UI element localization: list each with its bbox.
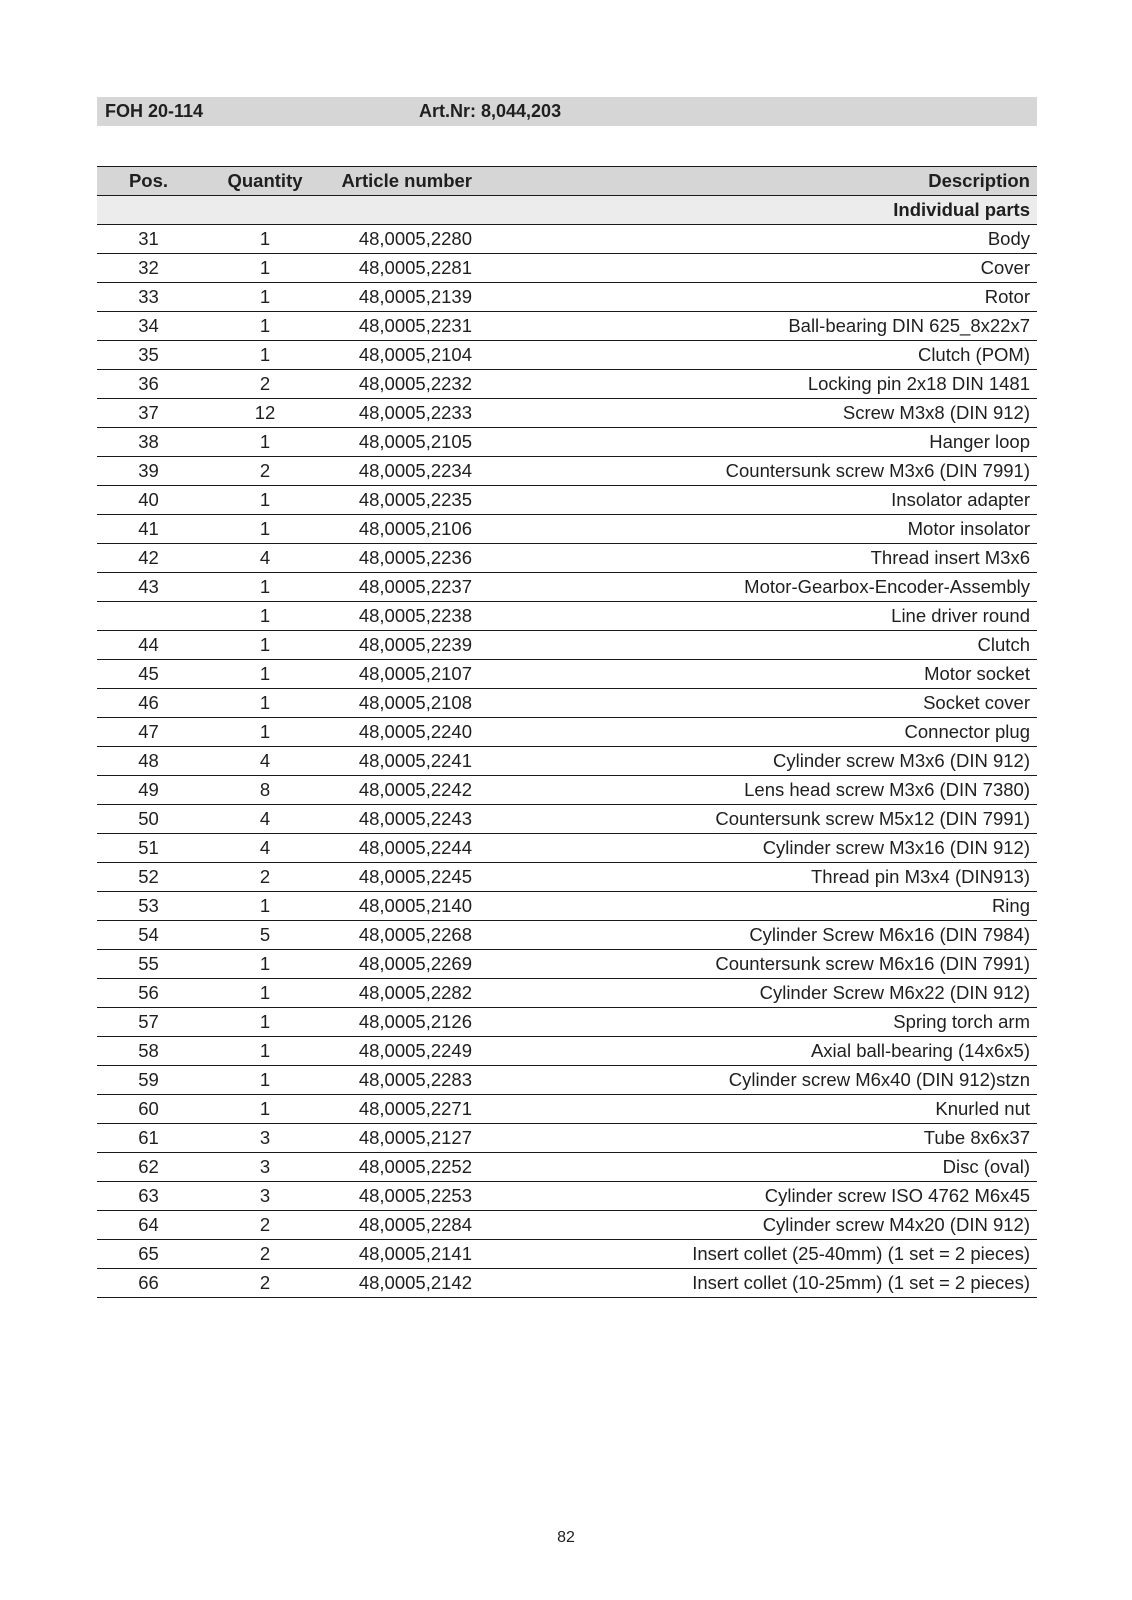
cell-description: Motor insolator bbox=[479, 515, 1037, 544]
cell-pos: 58 bbox=[97, 1037, 200, 1066]
cell-article-number: 48,0005,2252 bbox=[330, 1153, 479, 1182]
cell-pos: 45 bbox=[97, 660, 200, 689]
cell-quantity: 2 bbox=[200, 1240, 330, 1269]
table-row bbox=[97, 283, 1037, 312]
cell-article-number: 48,0005,2142 bbox=[330, 1269, 479, 1298]
document-header bbox=[97, 97, 1037, 126]
cell-description: Axial ball-bearing (14x6x5) bbox=[479, 1037, 1037, 1066]
table-row bbox=[97, 312, 1037, 341]
table-row bbox=[97, 718, 1037, 747]
cell-description: Cylinder screw ISO 4762 M6x45 bbox=[479, 1182, 1037, 1211]
cell-quantity: 4 bbox=[200, 544, 330, 573]
cell-pos: 57 bbox=[97, 1008, 200, 1037]
cell-article-number: 48,0005,2139 bbox=[330, 283, 479, 312]
cell-pos: 31 bbox=[97, 225, 200, 254]
cell-quantity: 1 bbox=[200, 660, 330, 689]
page-number: 82 bbox=[557, 1529, 575, 1546]
cell-description: Spring torch arm bbox=[479, 1008, 1037, 1037]
cell-pos: 62 bbox=[97, 1153, 200, 1182]
parts-table bbox=[97, 166, 1037, 1298]
cell-quantity: 2 bbox=[200, 863, 330, 892]
cell-article-number: 48,0005,2236 bbox=[330, 544, 479, 573]
cell-quantity: 2 bbox=[200, 457, 330, 486]
table-row bbox=[97, 892, 1037, 921]
table-row bbox=[97, 834, 1037, 863]
cell-description: Countersunk screw M3x6 (DIN 7991) bbox=[479, 457, 1037, 486]
table-row bbox=[97, 515, 1037, 544]
table-row bbox=[97, 921, 1037, 950]
cell-quantity: 3 bbox=[200, 1124, 330, 1153]
cell-quantity: 1 bbox=[200, 892, 330, 921]
cell-quantity: 1 bbox=[200, 718, 330, 747]
cell-article-number: 48,0005,2127 bbox=[330, 1124, 479, 1153]
cell-pos: 33 bbox=[97, 283, 200, 312]
cell-article-number: 48,0005,2238 bbox=[330, 602, 479, 631]
cell-pos: 65 bbox=[97, 1240, 200, 1269]
cell-article-number: 48,0005,2235 bbox=[330, 486, 479, 515]
cell-description: Ring bbox=[479, 892, 1037, 921]
cell-pos: 34 bbox=[97, 312, 200, 341]
cell-description: Rotor bbox=[479, 283, 1037, 312]
cell-quantity: 1 bbox=[200, 979, 330, 1008]
cell-pos: 54 bbox=[97, 921, 200, 950]
cell-pos: 44 bbox=[97, 631, 200, 660]
cell-quantity: 1 bbox=[200, 341, 330, 370]
section-row bbox=[97, 196, 1037, 225]
cell-quantity: 2 bbox=[200, 370, 330, 399]
section-title: Individual parts bbox=[479, 196, 1037, 225]
cell-article-number: 48,0005,2231 bbox=[330, 312, 479, 341]
cell-description: Cylinder Screw M6x22 (DIN 912) bbox=[479, 979, 1037, 1008]
cell-article-number: 48,0005,2233 bbox=[330, 399, 479, 428]
cell-description: Knurled nut bbox=[479, 1095, 1037, 1124]
cell-quantity: 3 bbox=[200, 1182, 330, 1211]
table-row bbox=[97, 428, 1037, 457]
cell-description: Clutch bbox=[479, 631, 1037, 660]
cell-description: Motor-Gearbox-Encoder-Assembly bbox=[479, 573, 1037, 602]
cell-description: Cylinder screw M3x6 (DIN 912) bbox=[479, 747, 1037, 776]
cell-description: Ball-bearing DIN 625_8x22x7 bbox=[479, 312, 1037, 341]
cell-article-number: 48,0005,2245 bbox=[330, 863, 479, 892]
cell-article-number: 48,0005,2107 bbox=[330, 660, 479, 689]
cell-quantity: 1 bbox=[200, 312, 330, 341]
cell-description: Tube 8x6x37 bbox=[479, 1124, 1037, 1153]
cell-pos: 63 bbox=[97, 1182, 200, 1211]
cell-description: Thread pin M3x4 (DIN913) bbox=[479, 863, 1037, 892]
cell-article-number: 48,0005,2108 bbox=[330, 689, 479, 718]
table-row bbox=[97, 1211, 1037, 1240]
cell-pos: 66 bbox=[97, 1269, 200, 1298]
cell-description: Clutch (POM) bbox=[479, 341, 1037, 370]
article-number-header: Art.Nr: 8,044,203 bbox=[419, 101, 562, 121]
cell-quantity: 1 bbox=[200, 283, 330, 312]
table-row bbox=[97, 1037, 1037, 1066]
cell-quantity: 1 bbox=[200, 1095, 330, 1124]
table-row bbox=[97, 486, 1037, 515]
cell-quantity: 1 bbox=[200, 1066, 330, 1095]
cell-quantity: 4 bbox=[200, 834, 330, 863]
cell-article-number: 48,0005,2106 bbox=[330, 515, 479, 544]
table-row bbox=[97, 805, 1037, 834]
cell-quantity: 1 bbox=[200, 1037, 330, 1066]
cell-pos: 52 bbox=[97, 863, 200, 892]
table-row bbox=[97, 1008, 1037, 1037]
cell-article-number: 48,0005,2239 bbox=[330, 631, 479, 660]
cell-quantity: 3 bbox=[200, 1153, 330, 1182]
table-header-row bbox=[97, 167, 1037, 196]
cell-article-number: 48,0005,2105 bbox=[330, 428, 479, 457]
table-row bbox=[97, 1153, 1037, 1182]
cell-article-number: 48,0005,2126 bbox=[330, 1008, 479, 1037]
column-header-article-number: Article number bbox=[330, 167, 479, 196]
cell-pos: 32 bbox=[97, 254, 200, 283]
cell-description: Hanger loop bbox=[479, 428, 1037, 457]
cell-article-number: 48,0005,2283 bbox=[330, 1066, 479, 1095]
cell-quantity: 1 bbox=[200, 428, 330, 457]
cell-description: Insert collet (10-25mm) (1 set = 2 pieces) bbox=[479, 1269, 1037, 1298]
table-row bbox=[97, 1269, 1037, 1298]
cell-quantity: 2 bbox=[200, 1269, 330, 1298]
cell-quantity: 1 bbox=[200, 225, 330, 254]
cell-article-number: 48,0005,2241 bbox=[330, 747, 479, 776]
cell-description: Screw M3x8 (DIN 912) bbox=[479, 399, 1037, 428]
table-row bbox=[97, 1240, 1037, 1269]
cell-description: Disc (oval) bbox=[479, 1153, 1037, 1182]
cell-article-number: 48,0005,2268 bbox=[330, 921, 479, 950]
cell-article-number: 48,0005,2282 bbox=[330, 979, 479, 1008]
cell-pos: 41 bbox=[97, 515, 200, 544]
cell-pos: 55 bbox=[97, 950, 200, 979]
cell-quantity: 1 bbox=[200, 254, 330, 283]
table-row bbox=[97, 689, 1037, 718]
cell-pos: 43 bbox=[97, 573, 200, 602]
cell-pos: 35 bbox=[97, 341, 200, 370]
cell-quantity: 1 bbox=[200, 573, 330, 602]
table-row bbox=[97, 1066, 1037, 1095]
cell-pos: 40 bbox=[97, 486, 200, 515]
cell-pos: 50 bbox=[97, 805, 200, 834]
cell-quantity: 1 bbox=[200, 631, 330, 660]
table-row bbox=[97, 225, 1037, 254]
cell-pos: 56 bbox=[97, 979, 200, 1008]
cell-pos: 42 bbox=[97, 544, 200, 573]
cell-article-number: 48,0005,2271 bbox=[330, 1095, 479, 1124]
cell-description: Locking pin 2x18 DIN 1481 bbox=[479, 370, 1037, 399]
table-row bbox=[97, 370, 1037, 399]
cell-pos: 36 bbox=[97, 370, 200, 399]
cell-article-number: 48,0005,2140 bbox=[330, 892, 479, 921]
cell-pos: 53 bbox=[97, 892, 200, 921]
cell-quantity: 1 bbox=[200, 602, 330, 631]
table-row bbox=[97, 776, 1037, 805]
cell-article-number: 48,0005,2244 bbox=[330, 834, 479, 863]
cell-pos: 49 bbox=[97, 776, 200, 805]
cell-article-number: 48,0005,2234 bbox=[330, 457, 479, 486]
cell-description: Line driver round bbox=[479, 602, 1037, 631]
cell-article-number: 48,0005,2240 bbox=[330, 718, 479, 747]
cell-description: Cylinder screw M4x20 (DIN 912) bbox=[479, 1211, 1037, 1240]
cell-pos: 59 bbox=[97, 1066, 200, 1095]
cell-article-number: 48,0005,2242 bbox=[330, 776, 479, 805]
parts-table-body bbox=[97, 225, 1037, 1298]
cell-description: Connector plug bbox=[479, 718, 1037, 747]
cell-quantity: 1 bbox=[200, 1008, 330, 1037]
cell-description: Cover bbox=[479, 254, 1037, 283]
cell-article-number: 48,0005,2249 bbox=[330, 1037, 479, 1066]
cell-description: Insert collet (25-40mm) (1 set = 2 pieces) bbox=[479, 1240, 1037, 1269]
cell-quantity: 8 bbox=[200, 776, 330, 805]
model-name: FOH 20-114 bbox=[105, 101, 204, 121]
cell-description: Insolator adapter bbox=[479, 486, 1037, 515]
column-header-description: Description bbox=[479, 167, 1037, 196]
table-row bbox=[97, 457, 1037, 486]
cell-quantity: 4 bbox=[200, 805, 330, 834]
table-row bbox=[97, 747, 1037, 776]
cell-description: Cylinder screw M3x16 (DIN 912) bbox=[479, 834, 1037, 863]
table-row bbox=[97, 544, 1037, 573]
table-row bbox=[97, 399, 1037, 428]
cell-pos: 39 bbox=[97, 457, 200, 486]
cell-quantity: 2 bbox=[200, 1211, 330, 1240]
cell-description: Cylinder screw M6x40 (DIN 912)stzn bbox=[479, 1066, 1037, 1095]
table-row bbox=[97, 341, 1037, 370]
cell-pos: 37 bbox=[97, 399, 200, 428]
cell-quantity: 12 bbox=[200, 399, 330, 428]
cell-pos: 47 bbox=[97, 718, 200, 747]
cell-quantity: 1 bbox=[200, 689, 330, 718]
table-row bbox=[97, 631, 1037, 660]
cell-pos: 46 bbox=[97, 689, 200, 718]
cell-pos: 38 bbox=[97, 428, 200, 457]
cell-pos: 64 bbox=[97, 1211, 200, 1240]
cell-quantity: 1 bbox=[200, 950, 330, 979]
cell-quantity: 1 bbox=[200, 515, 330, 544]
cell-pos: 48 bbox=[97, 747, 200, 776]
cell-description: Countersunk screw M5x12 (DIN 7991) bbox=[479, 805, 1037, 834]
cell-article-number: 48,0005,2104 bbox=[330, 341, 479, 370]
cell-quantity: 1 bbox=[200, 486, 330, 515]
cell-article-number: 48,0005,2280 bbox=[330, 225, 479, 254]
cell-pos: 51 bbox=[97, 834, 200, 863]
table-row bbox=[97, 1124, 1037, 1153]
table-row bbox=[97, 950, 1037, 979]
table-row bbox=[97, 602, 1037, 631]
column-header-pos: Pos. bbox=[97, 167, 200, 196]
table-row bbox=[97, 573, 1037, 602]
cell-article-number: 48,0005,2284 bbox=[330, 1211, 479, 1240]
cell-quantity: 5 bbox=[200, 921, 330, 950]
cell-article-number: 48,0005,2237 bbox=[330, 573, 479, 602]
cell-article-number: 48,0005,2141 bbox=[330, 1240, 479, 1269]
cell-description: Lens head screw M3x6 (DIN 7380) bbox=[479, 776, 1037, 805]
cell-article-number: 48,0005,2269 bbox=[330, 950, 479, 979]
cell-article-number: 48,0005,2253 bbox=[330, 1182, 479, 1211]
table-row bbox=[97, 1095, 1037, 1124]
table-row bbox=[97, 863, 1037, 892]
cell-pos: 61 bbox=[97, 1124, 200, 1153]
cell-description: Countersunk screw M6x16 (DIN 7991) bbox=[479, 950, 1037, 979]
cell-description: Body bbox=[479, 225, 1037, 254]
table-row bbox=[97, 1182, 1037, 1211]
column-header-quantity: Quantity bbox=[200, 167, 330, 196]
cell-pos: 60 bbox=[97, 1095, 200, 1124]
table-row bbox=[97, 979, 1037, 1008]
cell-article-number: 48,0005,2243 bbox=[330, 805, 479, 834]
cell-quantity: 4 bbox=[200, 747, 330, 776]
cell-description: Motor socket bbox=[479, 660, 1037, 689]
cell-description: Socket cover bbox=[479, 689, 1037, 718]
table-row bbox=[97, 660, 1037, 689]
cell-description: Cylinder Screw M6x16 (DIN 7984) bbox=[479, 921, 1037, 950]
cell-pos bbox=[97, 602, 200, 631]
table-row bbox=[97, 254, 1037, 283]
cell-article-number: 48,0005,2232 bbox=[330, 370, 479, 399]
cell-article-number: 48,0005,2281 bbox=[330, 254, 479, 283]
cell-description: Thread insert M3x6 bbox=[479, 544, 1037, 573]
